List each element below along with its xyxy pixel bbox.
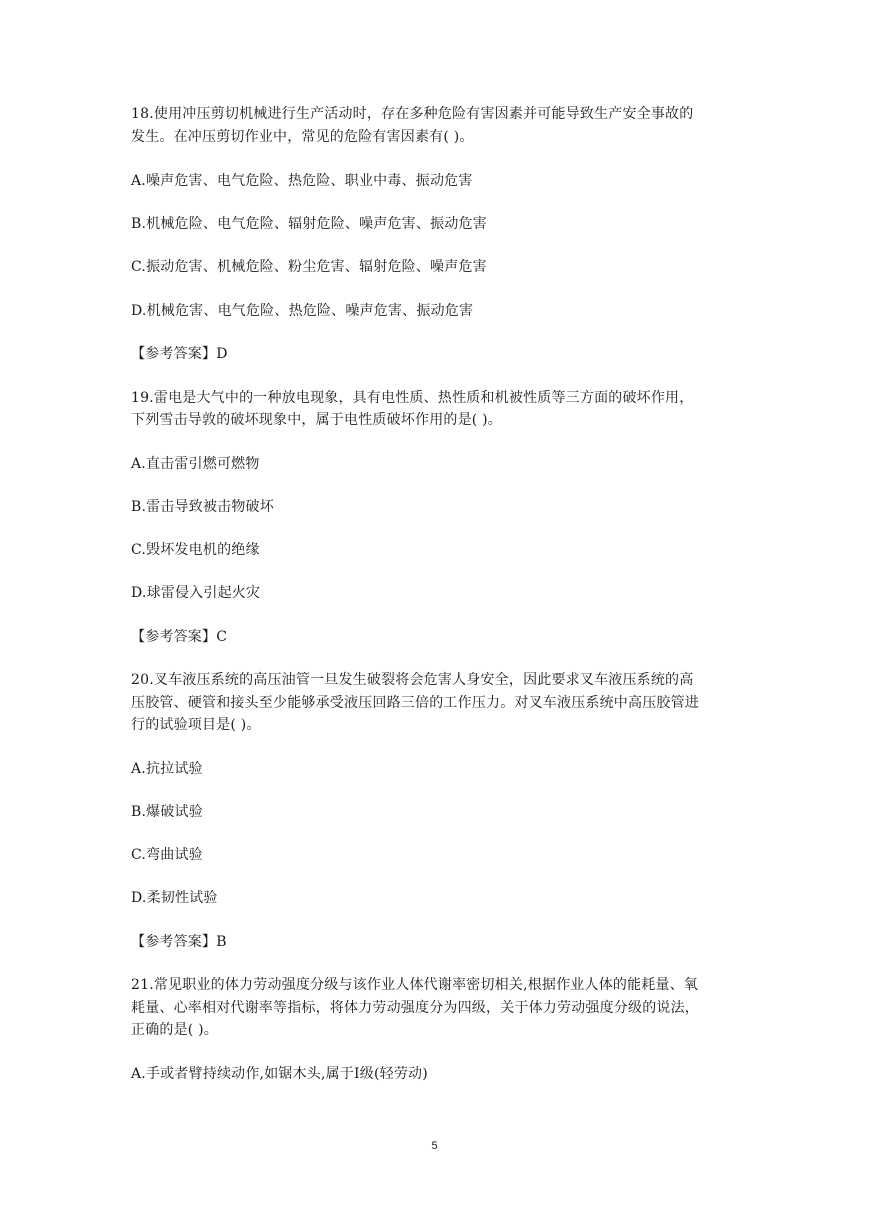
question-18-option-d: D.机械危害、电气危险、热危险、噪声危害、振动危害 [131,303,474,319]
question-20-stem-line-3: 行的试验项目是( )。 [131,717,261,733]
question-18-option-c: C.振动危害、机械危险、粉尘危害、辐射危险、噪声危害 [131,259,487,275]
question-21-stem-line-1: 21.常见职业的体力劳动强度分级与该作业人体代谢率密切相关,根据作业人体的能耗量、氧 [131,977,699,993]
question-18-stem-line-1: 18.使用冲压剪切机械进行生产活动时，存在多种危险有害因素并可能导致生产安全事故的 [131,106,694,122]
question-20-stem-line-2: 压胶管、硬管和接头至少能够承受液压回路三倍的工作压力。对叉车液压系统中高压胶管进 [131,695,699,711]
question-20-option-b: B.爆破试验 [131,804,203,820]
question-18-option-a: A.噪声危害、电气危险、热危险、职业中毒、振动危害 [131,173,473,189]
question-19-option-a: A.直击雷引燃可燃物 [131,456,260,472]
question-19-option-d: D.球雷侵入引起火灾 [131,585,261,601]
question-19-option-b: B.雷击导致被击物破坏 [131,499,274,515]
page-number: 5 [431,1140,438,1152]
question-18-answer: 【参考答案】D [131,346,228,362]
question-21-stem-line-2: 耗量、心率相对代谢率等指标，将体力劳动强度分为四级，关于体力劳动强度分级的说法， [131,1000,699,1016]
question-19-stem-line-2: 下列雪击导敦的破坏现象中，属于电性质破坏作用的是( )。 [131,412,502,428]
question-21-stem-line-3: 正确的是( )。 [131,1022,218,1038]
question-18-option-b: B.机械危险、电气危险、辐射危险、噪声危害、振动危害 [131,216,487,232]
question-20-answer: 【参考答案】B [131,934,227,950]
question-18-stem-line-2: 发生。在冲压剪切作业中，常见的危险有害因素有( )。 [131,129,474,145]
question-19-stem-line-1: 19.雷电是大气中的一种放电现象，具有电性质、热性质和机被性质等三方面的破坏作用， [131,390,694,406]
question-20-option-a: A.抗拉试验 [131,761,203,777]
question-20-stem-line-1: 20.叉车液压系统的高压油管一旦发生破裂将会危害人身安全，因此要求叉车液压系统的高 [131,672,694,688]
question-20-option-d: D.柔韧性试验 [131,890,218,906]
question-19-option-c: C.毁坏发电机的绝缘 [131,542,260,558]
question-20-option-c: C.弯曲试验 [131,847,203,863]
question-19-answer: 【参考答案】C [131,629,228,645]
question-21-option-a: A.手或者臂持续动作,如锯木头,属于Ⅰ级(轻劳动) [131,1066,428,1082]
